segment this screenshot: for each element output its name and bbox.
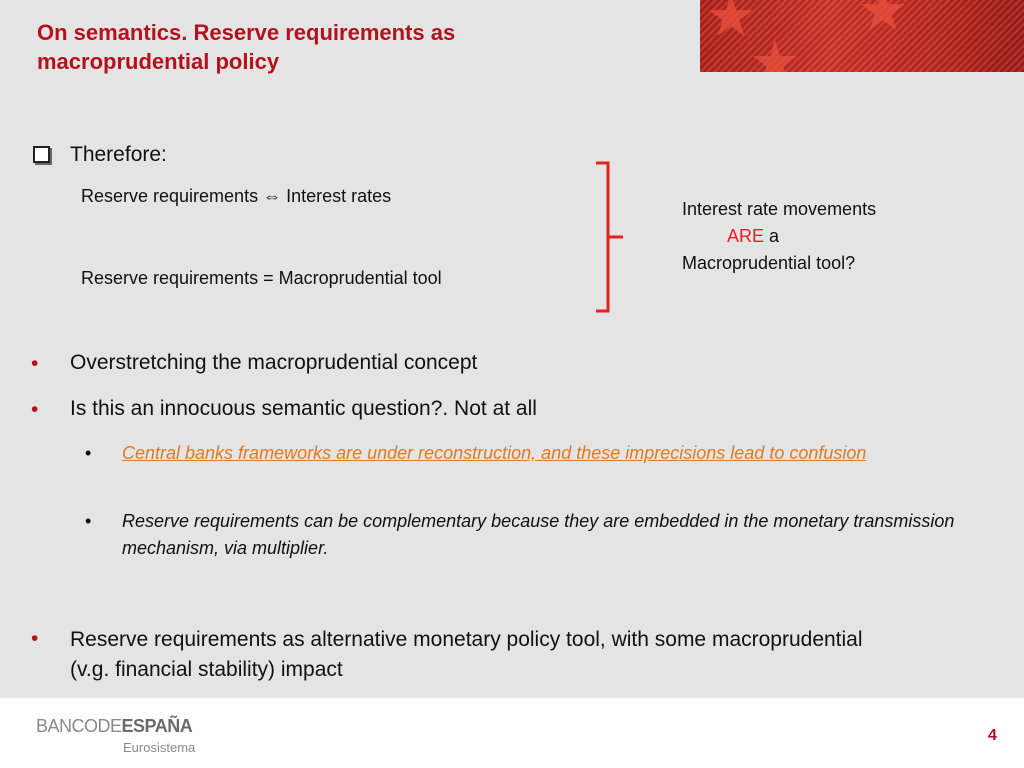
sub-bullet-complementary: Reserve requirements can be complementary because they are embedded in the monetary transmission mechanism, via multiplier. [122, 511, 955, 558]
checkbox-bullet-icon [33, 146, 50, 163]
sub-bullet-icon: • [85, 511, 92, 531]
bullet-overstretching: Overstretching the macroprudential concept [70, 351, 478, 374]
side-note-line2 [727, 226, 779, 247]
star-icon [708, 0, 754, 40]
side-note-are: ARE [727, 226, 765, 246]
bullet-icon: • [31, 352, 39, 375]
star-icon [860, 0, 906, 34]
page-number: 4 [988, 727, 997, 744]
side-note-line1: Interest rate movements [682, 199, 877, 219]
banco-de-espana-logo: BANCODEESPAÑA [36, 716, 193, 736]
star-icon [752, 40, 798, 72]
frameworks-link[interactable]: Central banks frameworks are under reconstruction, and these imprecisions lead to confusion [122, 443, 867, 463]
bullet-innocuous: Is this an innocuous semantic question?. Not at all [70, 397, 537, 420]
bullet-alternative-tool: Reserve requirements as alternative monetary policy tool, with some macroprudential (v.g. financial stability) impact [70, 628, 863, 681]
eurosistema-label: Eurosistema [123, 740, 196, 755]
side-note-line3: Macroprudential tool? [682, 253, 856, 273]
therefore-label: Therefore: [70, 143, 167, 166]
equation-reserve-interest: Reserve requirements ⇔ Interest rates [81, 186, 392, 206]
sub-bullet-icon: • [85, 443, 92, 463]
bullet-icon: • [31, 398, 39, 421]
header-banner [700, 0, 1024, 72]
slide-title: On semantics. Reserve requirements as macroprudential policy [37, 20, 456, 74]
sub-bullet-link-frameworks[interactable] [122, 440, 972, 467]
right-brace-icon [595, 161, 625, 313]
bullet-icon: • [31, 627, 39, 650]
equation-reserve-macro: Reserve requirements = Macroprudential tool [81, 268, 442, 288]
side-note-a: a [764, 226, 780, 246]
